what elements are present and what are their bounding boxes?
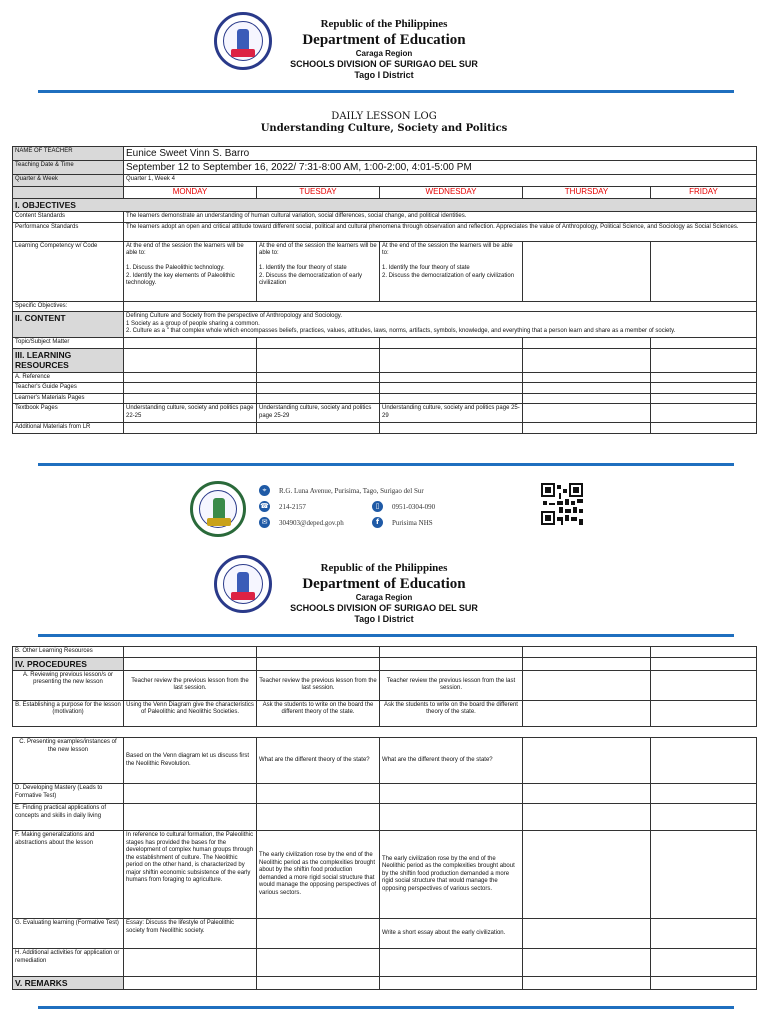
tg-wed <box>380 383 523 394</box>
addact-tue <box>257 949 380 977</box>
remarks-fri <box>651 977 757 990</box>
addact-thu <box>523 949 651 977</box>
presenting-monday: Based on the Venn diagram let us discuss first the Neolithic Revolution. <box>124 738 257 784</box>
generalizations-tuesday: The early civilization rose by the end of the Neolithic period as the complexities brought about by the shiftin food production demanded a more rigid social structure that would manage the opposing perspectives of various sectors. <box>257 831 380 919</box>
proc-wed <box>380 657 523 670</box>
remarks-tue <box>257 977 380 990</box>
presenting-fri <box>651 738 757 784</box>
footer-mobile: 0951-0304-090 <box>392 503 436 511</box>
procedures-heading: IV. PROCEDURES <box>13 657 124 670</box>
review-label: A. Reviewing previous lesson/s or presenting the new lesson <box>13 670 124 700</box>
res-wed <box>380 348 523 372</box>
remarks-mon <box>124 977 257 990</box>
applications-label: E. Finding practical applications of concepts and skills in daily living <box>13 804 124 831</box>
app-fri <box>651 804 757 831</box>
school-seal-logo <box>190 481 246 537</box>
purpose-wednesday: Ask the students to write on the board the different theory of the state. <box>380 700 523 726</box>
title-line2: Understanding Culture, Society and Politics <box>260 123 508 134</box>
other-resources-label: B. Other Learning Resources <box>13 647 124 658</box>
review-fri <box>651 670 757 700</box>
topic-tue <box>257 338 380 349</box>
footer-facebook: Purisima NHS <box>392 519 433 527</box>
review-monday: Teacher review the previous lesson from the last session. <box>124 670 257 700</box>
add-wed <box>380 423 523 434</box>
day-friday: FRIDAY <box>651 187 757 199</box>
topic-mon <box>124 338 257 349</box>
resources-heading: III. LEARNING RESOURCES <box>13 348 124 372</box>
competency-label: Learning Competency w/ Code <box>13 241 124 301</box>
proc-tue <box>257 657 380 670</box>
topic-fri <box>651 338 757 349</box>
review-tuesday: Teacher review the previous lesson from the last session. <box>257 670 380 700</box>
eval-tue <box>257 919 380 949</box>
evaluating-label: G. Evaluating learning (Formative Test) <box>13 919 124 949</box>
competency-wednesday: At the end of the session the learners will be able to: 1. Identify the four theory of state 2. Discuss the democratization of early civilization <box>380 241 523 301</box>
app-thu <box>523 804 651 831</box>
tg-thu <box>523 383 651 394</box>
app-mon <box>124 804 257 831</box>
additional-activities-label: H. Additional activities for application or remediation <box>13 949 124 977</box>
qr-code-icon <box>541 483 583 525</box>
email-icon: ✉ <box>259 517 270 528</box>
specific-objectives <box>124 301 757 312</box>
topic-wed <box>380 338 523 349</box>
lm-wed <box>380 393 523 404</box>
division-text: SCHOOLS DIVISION OF SURIGAO DEL SUR <box>290 59 478 69</box>
footer-email: 304903@deped.gov.ph <box>279 519 344 527</box>
generalizations-label: F. Making generalizations and abstractions about the lesson <box>13 831 124 919</box>
textbook-tuesday: Understanding culture, society and politics page 25-29 <box>257 404 380 423</box>
res-tue <box>257 348 380 372</box>
specific-objectives-label: Specific Objectives: <box>13 301 124 312</box>
presenting-tuesday: What are the different theory of the state? <box>257 738 380 784</box>
add-tue <box>257 423 380 434</box>
mastery-thu <box>523 784 651 804</box>
review-wednesday: Teacher review the previous lesson from the last session. <box>380 670 523 700</box>
gen-fri <box>651 831 757 919</box>
day-monday: MONDAY <box>124 187 257 199</box>
add-fri <box>651 423 757 434</box>
textbook-label: Textbook Pages <box>13 404 124 423</box>
content-heading: II. CONTENT <box>13 312 124 338</box>
app-tue <box>257 804 380 831</box>
day-thursday: THURSDAY <box>523 187 651 199</box>
mastery-fri <box>651 784 757 804</box>
purpose-fri <box>651 700 757 726</box>
facebook-icon: f <box>372 517 383 528</box>
performance-standards-label: Performance Standards <box>13 222 124 241</box>
presenting-label: C. Presenting examples/instances of the new lesson <box>13 738 124 784</box>
ref-thu <box>523 372 651 383</box>
content-text: Defining Culture and Society from the perspective of Anthropology and Sociology. 1 Society as a group of people sharing a common. 2. Culture as a " that complex whole which encompasses beliefs, practices, values, attitudes, laws, norms, artifacts, symbols, knowledge, and everything that a person learn and share as a member of society. <box>124 312 757 338</box>
generalizations-wednesday: The early civilization rose by the end of the Neolithic period as the complexities brought about by the shiftin food production demanded a more rigid social structure that would manage the opposing perspectives of various sectors. <box>380 831 523 919</box>
tb-fri <box>651 404 757 423</box>
header-divider <box>38 90 734 93</box>
teachers-guide-label: Teacher's Guide Pages <box>13 383 124 394</box>
tg-fri <box>651 383 757 394</box>
header-divider-2 <box>38 634 734 637</box>
competency-friday <box>651 241 757 301</box>
document-title <box>0 111 768 135</box>
mastery-wed <box>380 784 523 804</box>
purpose-thu <box>523 700 651 726</box>
textbook-monday: Understanding culture, society and politics page 22-25 <box>124 404 257 423</box>
department-text: Department of Education <box>302 32 466 48</box>
division-text-2: SCHOOLS DIVISION OF SURIGAO DEL SUR <box>290 603 478 613</box>
ref-mon <box>124 372 257 383</box>
ref-fri <box>651 372 757 383</box>
evaluating-monday: Essay: Discuss the lifestyle of Paleolithic society from Neolithic society. <box>124 919 257 949</box>
addact-mon <box>124 949 257 977</box>
addact-wed <box>380 949 523 977</box>
mastery-mon <box>124 784 257 804</box>
res-mon <box>124 348 257 372</box>
lm-fri <box>651 393 757 404</box>
proc-fri <box>651 657 757 670</box>
mobile-icon: ▯ <box>372 501 383 512</box>
footer-address: R.G. Luna Avenue, Purisima, Tago, Surigao del Sur <box>279 487 424 495</box>
lesson-log-table-3 <box>12 737 757 990</box>
footer-divider <box>38 463 734 466</box>
quarter-label: Quarter & Week <box>13 175 124 187</box>
department-text-2: Department of Education <box>302 576 466 592</box>
add-thu <box>523 423 651 434</box>
teaching-date: September 12 to September 16, 2022/ 7:31-8:00 AM, 1:00-2:00, 4:01-5:00 PM <box>124 161 757 175</box>
topic-label: Topic/Subject Matter <box>13 338 124 349</box>
mastery-tue <box>257 784 380 804</box>
ref-tue <box>257 372 380 383</box>
other-wed <box>380 647 523 658</box>
presenting-thu <box>523 738 651 784</box>
ref-wed <box>380 372 523 383</box>
location-icon: ⌖ <box>259 485 270 496</box>
day-wednesday: WEDNESDAY <box>380 187 523 199</box>
lm-mon <box>124 393 257 404</box>
phone-icon: ☎ <box>260 502 269 510</box>
add-mon <box>124 423 257 434</box>
lesson-log-table-2 <box>12 646 757 727</box>
competency-thursday <box>523 241 651 301</box>
gen-thu <box>523 831 651 919</box>
res-thu <box>523 348 651 372</box>
app-wed <box>380 804 523 831</box>
evaluating-wednesday: Write a short essay about the early civilization. <box>380 919 523 949</box>
content-standards-label: Content Standards <box>13 212 124 223</box>
other-tue <box>257 647 380 658</box>
res-fri <box>651 348 757 372</box>
lesson-log-table-1 <box>12 146 757 434</box>
date-label: Teaching Date & Time <box>13 161 124 175</box>
purpose-monday: Using the Venn Diagram give the characteristics of Paleolithic and Neolithic Societies. <box>124 700 257 726</box>
additional-materials-label: Additional Materials from LR <box>13 423 124 434</box>
purpose-label: B. Establishing a purpose for the lesson (motivation) <box>13 700 124 726</box>
eval-thu <box>523 919 651 949</box>
eval-fri <box>651 919 757 949</box>
topic-thu <box>523 338 651 349</box>
region-text-2: Caraga Region <box>355 593 413 602</box>
textbook-wednesday: Understanding culture, society and politics page 25-29 <box>380 404 523 423</box>
other-mon <box>124 647 257 658</box>
title-line1: DAILY LESSON LOG <box>331 111 437 122</box>
footer-phone: 214-2157 <box>279 503 306 511</box>
district-text-2: Tago I District <box>354 614 414 624</box>
lm-thu <box>523 393 651 404</box>
day-tuesday: TUESDAY <box>257 187 380 199</box>
letterhead-2 <box>0 562 768 625</box>
addact-fri <box>651 949 757 977</box>
reference-label: A. Reference <box>13 372 124 383</box>
proc-thu <box>523 657 651 670</box>
content-standards: The learners demonstrate an understanding of human cultural variation, social differences, social change, and political identities. <box>124 212 757 223</box>
remarks-wed <box>380 977 523 990</box>
competency-monday: At the end of the session the learners will be able to: 1. Discuss the Paleolithic technology. 2. Identify the key elements of Paleolithic technology. <box>124 241 257 301</box>
other-fri <box>651 647 757 658</box>
quarter-week: Quarter 1, Week 4 <box>124 175 757 187</box>
republic-text-2: Republic of the Philippines <box>320 562 448 574</box>
remarks-heading: V. REMARKS <box>13 977 124 990</box>
day-header-blank <box>13 187 124 199</box>
other-thu <box>523 647 651 658</box>
teacher-name: Eunice Sweet Vinn S. Barro <box>124 147 757 161</box>
lm-tue <box>257 393 380 404</box>
region-text: Caraga Region <box>355 49 413 58</box>
presenting-wednesday: What are the different theory of the state? <box>380 738 523 784</box>
mastery-label: D. Developing Mastery (Leads to Formative Test) <box>13 784 124 804</box>
objectives-heading: I. OBJECTIVES <box>13 199 757 212</box>
remarks-thu <box>523 977 651 990</box>
teacher-label: NAME OF TEACHER <box>13 147 124 161</box>
tg-tue <box>257 383 380 394</box>
tb-thu <box>523 404 651 423</box>
learners-materials-label: Learner's Materials Pages <box>13 393 124 404</box>
bottom-divider <box>38 1006 734 1009</box>
review-thu <box>523 670 651 700</box>
republic-text: Republic of the Philippines <box>320 18 448 30</box>
performance-standards: The learners adopt an open and critical attitude toward different social, political and cultural phenomena through observation and reflection. Appreciates the value of Anthropology, Political Science, and Sociology as Social Sciences. <box>124 222 757 241</box>
district-text: Tago I District <box>354 70 414 80</box>
proc-mon <box>124 657 257 670</box>
competency-tuesday: At the end of the session the learners will be able to: 1. Identify the four theory of state 2. Discuss the democratization of early civilization <box>257 241 380 301</box>
tg-mon <box>124 383 257 394</box>
generalizations-monday: In reference to cultural formation, the Paleolithic stages has provided the bases for the development of complex human groups through the establishment of culture. The Neolithic period on the other hand, is characterized by major shiftin economic subsistence of the early humans from foraging to agriculture. <box>124 831 257 919</box>
letterhead <box>0 18 768 81</box>
purpose-tuesday: Ask the students to write on the board the different theory of the state. <box>257 700 380 726</box>
